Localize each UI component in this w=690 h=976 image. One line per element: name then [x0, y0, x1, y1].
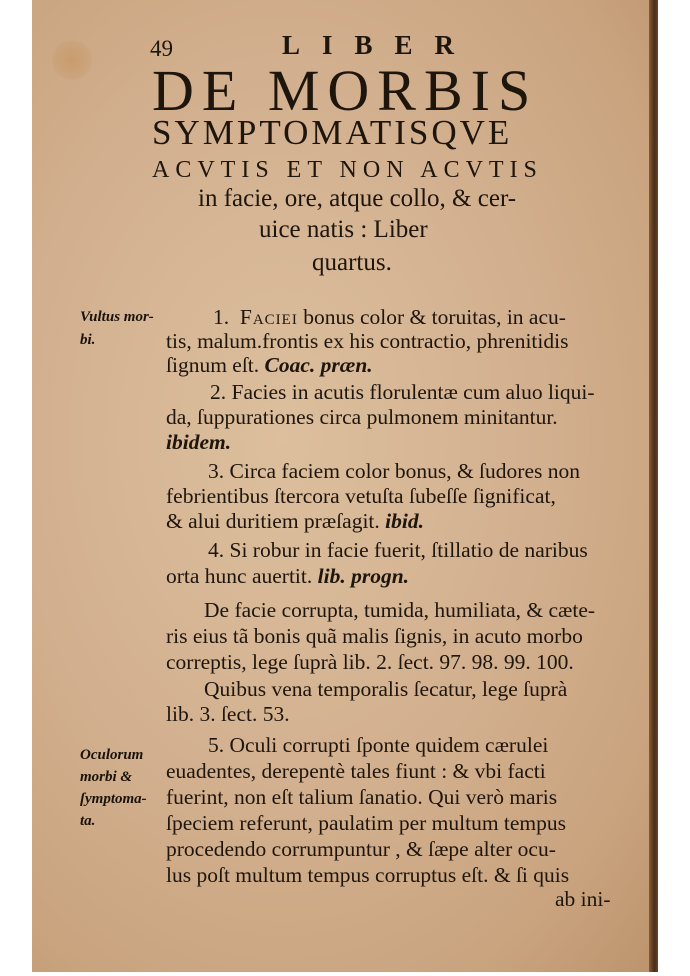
section-2-line-1: 2. Facies in acutis florulentæ cum aluo liqui- [210, 380, 595, 404]
section-5-line-4: ſpeciem referunt, paulatim per multum tempus [166, 811, 567, 835]
margin-note-oculorum-line-1: Oculorum [80, 747, 144, 763]
paragraph-de-facie-line-1: De facie corrupta, tumida, humiliata, & cæte- [204, 598, 596, 622]
section-3-line-3-text: & alui duritiem præſagit. [166, 509, 386, 533]
section-4-line-2 [166, 566, 409, 588]
section-1-reference: Coac. præn. [264, 353, 373, 377]
catchword: ab ini- [555, 887, 611, 911]
section-1-lead: Faciei [239, 305, 298, 329]
subtitle-line-1: in facie, ore, atque collo, & cer- [198, 185, 517, 212]
title-line-3: ACVTIS ET NON ACVTIS [152, 157, 543, 183]
section-5-line-5: procedendo corrumpuntur , & ſæpe alter ocu- [166, 837, 556, 861]
margin-note-vultus-line-2: bi. [80, 332, 96, 348]
section-1-line-3-text: ſignum eſt. [166, 353, 265, 377]
margin-note-vultus-line-1: Vultus mor- [80, 309, 154, 325]
paper-stain [52, 40, 92, 80]
section-1-line-1 [213, 307, 566, 329]
section-1-number: 1. [213, 305, 230, 329]
margin-note-oculorum-line-4: ta. [80, 813, 96, 829]
margin-note-oculorum-line-3: ſymptoma- [80, 791, 147, 807]
section-3-line-3 [166, 511, 424, 533]
section-2-reference: ibidem. [166, 430, 232, 454]
section-3-line-2: febrientibus ſtercora vetuſta ſubeſſe ſignificat, [166, 484, 556, 508]
section-5-line-6: lus poſt multum tempus corruptus eſt. & ſi quis [166, 863, 570, 887]
section-3-line-1: 3. Circa faciem color bonus, & ſudores non [208, 459, 580, 483]
subtitle-line-3: quartus. [312, 249, 392, 276]
margin-note-oculorum-line-2: morbi & [80, 769, 133, 785]
paragraph-de-facie-line-2: ris eius tã bonis quã malis ſignis, in acuto morbo [166, 624, 583, 648]
section-5-line-2: euadentes, derepentè tales fiunt : & vbi facti [166, 759, 546, 783]
running-title: LIBER [282, 30, 477, 60]
title-line-1: DE MORBIS [152, 58, 539, 123]
section-4-line-1: 4. Si robur in facie fuerit, ſtillatio de naribus [208, 538, 588, 562]
paragraph-de-facie-line-3: correptis, lege ſuprà lib. 2. ſect. 97. 98. 99. 100. [166, 650, 574, 674]
section-5-line-3: fuerint, non eſt talium ſanatio. Qui verò maris [166, 785, 558, 809]
section-3-reference: ibid. [385, 509, 424, 533]
section-1-line-3 [166, 355, 373, 377]
title-line-2: SYMPTOMATISQVE [152, 113, 513, 152]
section-1-line-2: tis, malum.frontis ex his contractio, phrenitidis [166, 329, 569, 353]
section-4-line-2-text: orta hunc auertit. [166, 564, 318, 588]
section-4-reference: lib. progn. [317, 564, 410, 588]
paragraph-quibus-line-1: Quibus vena temporalis ſecatur, lege ſuprà [204, 677, 568, 701]
section-2-line-2: da, ſuppurationes circa pulmonem minitantur. [166, 405, 558, 429]
section-1-line-1-text: bonus color & toruitas, in acu- [297, 305, 566, 329]
subtitle-line-2: uice natis : Liber [259, 216, 428, 243]
page-number: 49 [150, 36, 173, 61]
paragraph-quibus-line-2: lib. 3. ſect. 53. [166, 702, 290, 726]
section-5-line-1: 5. Oculi corrupti ſponte quidem cærulei [208, 733, 549, 757]
